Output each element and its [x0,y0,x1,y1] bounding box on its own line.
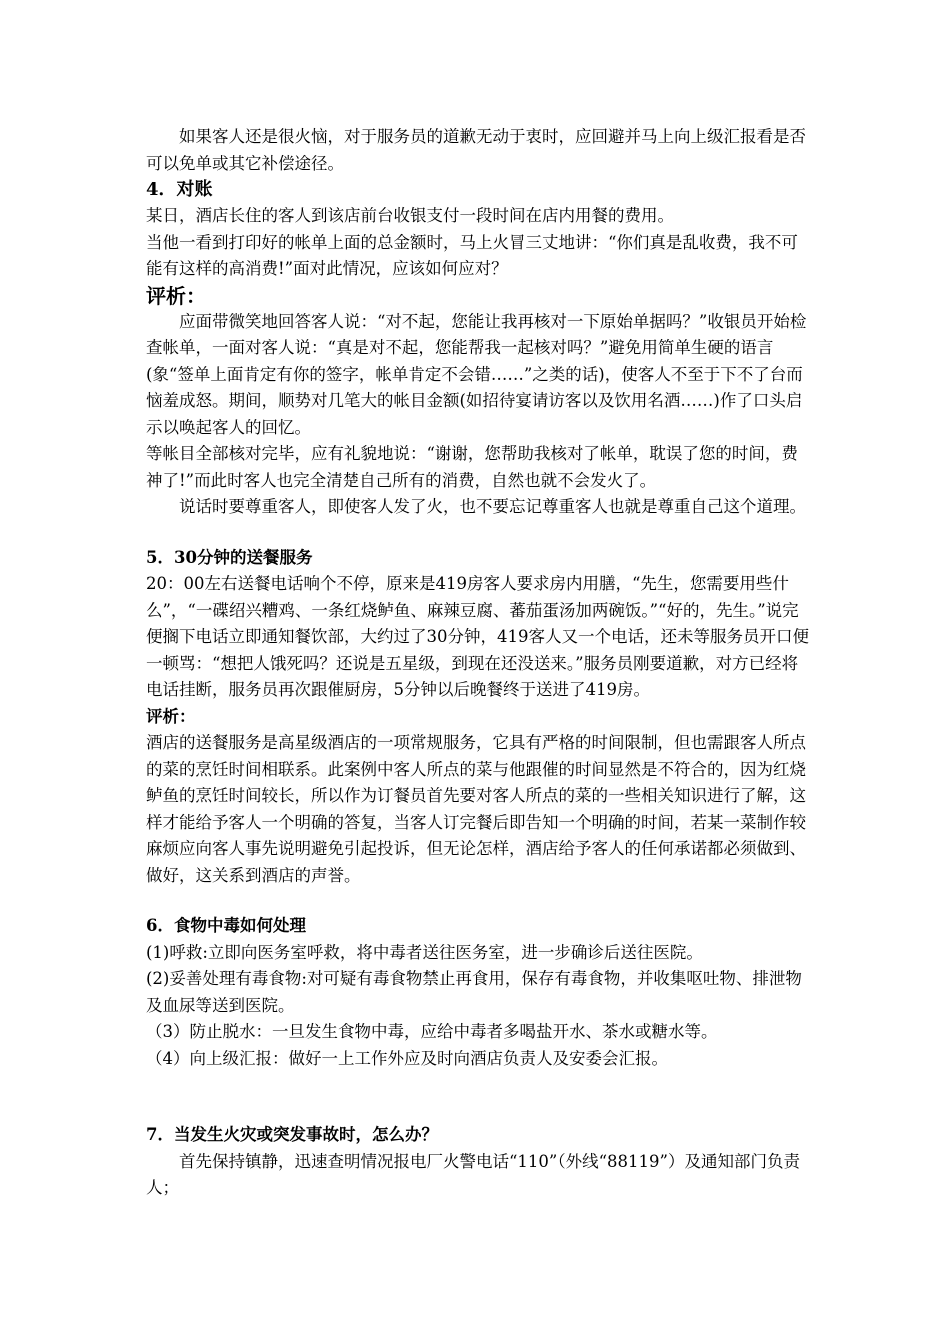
section6-item-3: （3）防止脱水：一旦发生食物中毒，应给中毒者多喝盐开水、茶水或糖水等。 [146,1022,718,1041]
section4-analysis-1: 应面带微笑地回答客人说：“对不起，您能让我再核对一下原始单据吗？”收银员开始检查帐单，一面对客人说：“真是对不起，您能帮我一起核对吗？”避免用简单生硬的语言(象“签单上面肯定有你的签字，帐单肯定不会错……”之类的话)，使客人不至于下不了台而恼羞成怒。期间，顺势对几笔大的帐目金额(如招待宴请访客以及饮用名酒……)作了口头启示以唤起客人的回忆。 [146,311,807,437]
section5-analysis-label: 评析： [146,706,196,726]
section5-heading: 5．30分钟的送餐服务 [146,547,313,567]
section5-paragraph-1: 20：00左右送餐电话响个不停，原来是419房客人要求房内用膳，“先生，您需要用些什么”，“一碟绍兴糟鸡、一条红烧鲈鱼、麻辣豆腐、蕃茄蛋汤加两碗饭。”“好的，先生。”说完便搁下电话立即通知餐饮部，大约过了30分钟，419客人又一个电话，还未等服务员开口便一顿骂：“想把人饿死吗？还说是五星级，到现在还没送来。”服务员刚要道歉，对方已经将电话挂断，服务员再次跟催厨房，5分钟以后晚餐终于送进了419房。 [146,574,809,699]
section4-paragraph-2: 当他一看到打印好的帐单上面的总金额时，马上火冒三丈地讲：“你们真是乱收费，我不可能有这样的高消费!”面对此情况，应该如何应对？ [146,232,798,278]
section6-item-1: (1)呼救:立即向医务室呼救，将中毒者送往医务室，进一步确诊后送往医院。 [146,942,703,962]
section7-heading: 7．当发生火灾或突发事故时，怎么办？ [146,1125,438,1144]
section4-paragraph-1: 某日，酒店长住的客人到该店前台收银支付一段时间在店内用餐的费用。 [146,206,674,225]
section6-heading: 6．食物中毒如何处理 [146,916,306,935]
spacer [146,1072,810,1122]
section7-paragraph-1: 首先保持镇静，迅速查明情况报电厂火警电话“110”（外线“88119”）及通知部门负责人； [146,1151,800,1197]
section4-heading: 4．对账 [146,179,213,200]
section4-analysis-2: 等帐目全部核对完毕，应有礼貌地说：“谢谢，您帮助我核对了帐单，耽误了您的时间，费神了!”而此时客人也完全清楚自己所有的消费，自然也就不会发火了。 [146,444,798,490]
section4-analysis-3: 说话时要尊重客人，即使客人发了火，也不要忘记尊重客人也就是尊重自己这个道理。 [179,497,806,516]
section6-item-2: (2)妥善处理有毒食物:对可疑有毒食物禁止再食用，保存有毒食物，并收集呕吐物、排泄物及血尿等送到医院。 [146,969,802,1015]
section3-closing-paragraph: 如果客人还是很火恼，对于服务员的道歉无动于衷时，应回避并马上向上级汇报看是否可以免单或其它补偿途径。 [146,127,806,173]
spacer [146,521,810,545]
section4-analysis-label: 评析： [146,283,206,308]
section6-item-4: （4）向上级汇报：做好一上工作外应及时向酒店负责人及安委会汇报。 [146,1048,668,1068]
spacer [146,889,810,913]
section5-analysis-1: 酒店的送餐服务是高星级酒店的一项常规服务，它具有严格的时间限制，但也需跟客人所点的菜的烹饪时间相联系。此案例中客人所点的菜与他跟催的时间显然是不符合的，因为红烧鲈鱼的烹饪时间较长，所以作为订餐员首先要对客人所点的菜的一些相关知识进行了解，这样才能给予客人一个明确的答复，当客人订完餐后即告知一个明确的时间，若某一菜制作较麻烦应向客人事先说明避免引起投诉，但无论怎样，酒店给予客人的任何承诺都必须做到、做好，这关系到酒店的声誉。 [146,733,806,885]
